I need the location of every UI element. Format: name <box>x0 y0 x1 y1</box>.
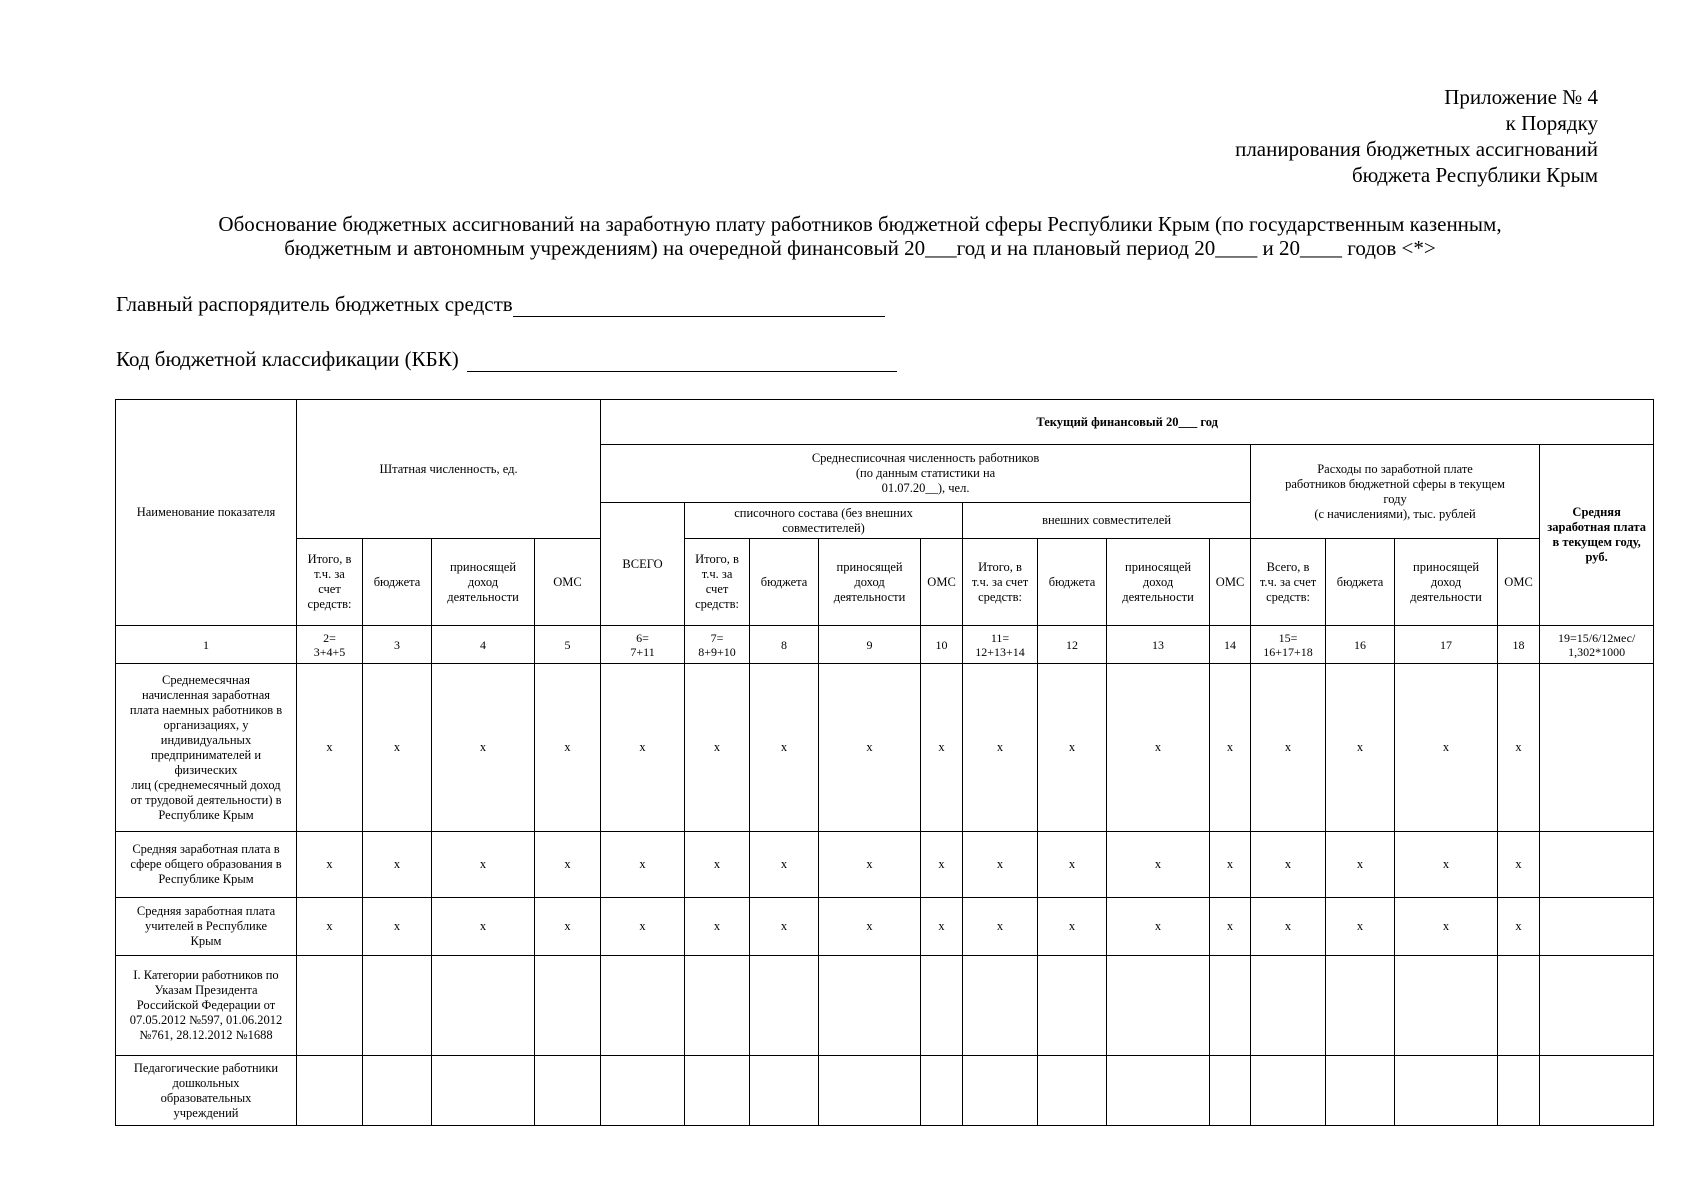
salary-table <box>115 399 1654 1126</box>
table-cell: x <box>1210 664 1251 832</box>
table-cell[interactable] <box>685 956 750 1056</box>
table-cell[interactable] <box>1326 956 1395 1056</box>
table-cell[interactable] <box>921 956 963 1056</box>
table-cell[interactable] <box>1395 956 1498 1056</box>
column-number: 10 <box>921 626 963 664</box>
table-cell: x <box>1038 664 1107 832</box>
appendix-header <box>1235 84 1598 188</box>
column-number: 16 <box>1326 626 1395 664</box>
column-number: 19=15/6/12мес/ 1,302*1000 <box>1540 626 1654 664</box>
table-cell: x <box>1038 832 1107 898</box>
table-cell[interactable] <box>1210 956 1251 1056</box>
header-ext-col-4: ОМС <box>1210 539 1251 626</box>
table-cell[interactable] <box>535 956 601 1056</box>
row-label: Среднемесячная начисленная заработная плата наемных работников в организациях, у индивидуальных предпринимателей и физических лиц (среднемесячный доход от трудовой деятельности) в Республике Крым <box>116 664 297 832</box>
header-ext-col-3: приносящей доход деятельности <box>1107 539 1210 626</box>
manager-field <box>116 292 885 317</box>
table-cell: x <box>432 898 535 956</box>
header-external: внешних совместителей <box>963 503 1251 539</box>
header-current-year: Текущий финансовый 20___ год <box>601 400 1654 445</box>
header-list-col-1: Итого, в т.ч. за счет средств: <box>685 539 750 626</box>
title-line: бюджетным и автономным учреждениям) на очередной финансовый 20___год и на плановый период 20____ и 20____ годов <*> <box>284 236 1436 260</box>
table-cell[interactable] <box>819 956 921 1056</box>
column-number: 5 <box>535 626 601 664</box>
table-cell: x <box>921 832 963 898</box>
table-cell: x <box>601 898 685 956</box>
table-cell[interactable] <box>535 1056 601 1126</box>
table-row <box>116 664 1654 832</box>
header-ext-col-1: Итого, в т.ч. за счет средств: <box>963 539 1038 626</box>
table-cell: x <box>432 664 535 832</box>
table-cell: x <box>1498 832 1540 898</box>
table-cell: x <box>1498 664 1540 832</box>
table-cell: x <box>363 664 432 832</box>
kbk-field <box>116 347 897 372</box>
table-cell[interactable] <box>432 956 535 1056</box>
column-number: 1 <box>116 626 297 664</box>
table-cell: x <box>535 664 601 832</box>
header-avg-salary: Средняя заработная плата в текущем году, руб. <box>1540 445 1654 626</box>
column-number: 11= 12+13+14 <box>963 626 1038 664</box>
column-number: 4 <box>432 626 535 664</box>
table-row <box>116 898 1654 956</box>
table-cell[interactable] <box>1540 898 1654 956</box>
table-cell: x <box>750 832 819 898</box>
appendix-line: Приложение № 4 <box>1444 85 1598 109</box>
table-cell: x <box>1251 832 1326 898</box>
table-cell[interactable] <box>1210 1056 1251 1126</box>
table-cell[interactable] <box>963 956 1038 1056</box>
table-cell: x <box>963 832 1038 898</box>
column-number: 14 <box>1210 626 1251 664</box>
table-cell[interactable] <box>432 1056 535 1126</box>
table-cell[interactable] <box>1395 1056 1498 1126</box>
table-cell[interactable] <box>363 956 432 1056</box>
column-number: 2= 3+4+5 <box>297 626 363 664</box>
appendix-line: к Порядку <box>1505 111 1598 135</box>
table-row <box>116 832 1654 898</box>
table-cell: x <box>819 664 921 832</box>
column-number: 17 <box>1395 626 1498 664</box>
table-cell: x <box>750 898 819 956</box>
table-cell[interactable] <box>963 1056 1038 1126</box>
table-cell[interactable] <box>819 1056 921 1126</box>
table-cell: x <box>685 832 750 898</box>
header-list-staff: списочного состава (без внешних совместителей) <box>685 503 963 539</box>
table-cell[interactable] <box>685 1056 750 1126</box>
table-cell[interactable] <box>1038 956 1107 1056</box>
header-ext-col-2: бюджета <box>1038 539 1107 626</box>
table-cell[interactable] <box>1107 1056 1210 1126</box>
table-cell[interactable] <box>1540 956 1654 1056</box>
table-cell[interactable] <box>750 1056 819 1126</box>
table-cell: x <box>363 832 432 898</box>
table-cell: x <box>819 898 921 956</box>
row-label: Средняя заработная плата в сфере общего образования в Республике Крым <box>116 832 297 898</box>
table-cell: x <box>535 832 601 898</box>
header-staff-count: Штатная численность, ед. <box>297 400 601 539</box>
table-cell: x <box>297 898 363 956</box>
header-indicator-name: Наименование показателя <box>116 400 297 626</box>
table-cell: x <box>1326 832 1395 898</box>
header-exp-col-2: бюджета <box>1326 539 1395 626</box>
column-number: 7= 8+9+10 <box>685 626 750 664</box>
manager-label: Главный распорядитель бюджетных средств <box>116 292 513 316</box>
header-staff-col-3: приносящей доход деятельности <box>432 539 535 626</box>
table-cell[interactable] <box>1038 1056 1107 1126</box>
table-cell: x <box>297 664 363 832</box>
header-exp-col-1: Всего, в т.ч. за счет средств: <box>1251 539 1326 626</box>
table-cell: x <box>601 832 685 898</box>
appendix-line: планирования бюджетных ассигнований <box>1235 137 1598 161</box>
table-cell: x <box>1395 664 1498 832</box>
table-cell[interactable] <box>750 956 819 1056</box>
header-expenses: Расходы по заработной плате работников бюджетной сферы в текущем году (с начислениями), тыс. рублей <box>1251 445 1540 539</box>
table-cell: x <box>685 898 750 956</box>
table-cell: x <box>1395 832 1498 898</box>
table-cell: x <box>601 664 685 832</box>
column-number: 6= 7+11 <box>601 626 685 664</box>
table-cell: x <box>963 898 1038 956</box>
table-cell: x <box>1107 664 1210 832</box>
table-cell[interactable] <box>1107 956 1210 1056</box>
table-cell[interactable] <box>1326 1056 1395 1126</box>
table-cell[interactable] <box>601 956 685 1056</box>
table-cell: x <box>1395 898 1498 956</box>
kbk-label: Код бюджетной классификации (КБК) <box>116 347 459 371</box>
column-number: 18 <box>1498 626 1540 664</box>
column-number: 15= 16+17+18 <box>1251 626 1326 664</box>
table-cell: x <box>1498 898 1540 956</box>
row-label: I. Категории работников по Указам Президента Российской Федерации от 07.05.2012 №597, 01.06.2012 №761, 28.12.2012 №1688 <box>116 956 297 1056</box>
table-cell: x <box>297 832 363 898</box>
column-number: 8 <box>750 626 819 664</box>
table-cell[interactable] <box>1540 664 1654 832</box>
table-cell: x <box>1107 898 1210 956</box>
table-cell[interactable] <box>601 1056 685 1126</box>
table-cell[interactable] <box>297 956 363 1056</box>
appendix-line: бюджета Республики Крым <box>1351 163 1598 187</box>
column-number: 13 <box>1107 626 1210 664</box>
table-cell[interactable] <box>921 1056 963 1126</box>
table-cell[interactable] <box>1540 832 1654 898</box>
table-cell: x <box>1326 898 1395 956</box>
table-cell: x <box>363 898 432 956</box>
title-line: Обоснование бюджетных ассигнований на заработную плату работников бюджетной сферы Республики Крым (по государственным казенным, <box>218 212 1502 236</box>
table-cell[interactable] <box>1498 1056 1540 1126</box>
table-cell: x <box>685 664 750 832</box>
table-cell: x <box>921 664 963 832</box>
table-cell: x <box>1210 832 1251 898</box>
row-label: Средняя заработная плата учителей в Республике Крым <box>116 898 297 956</box>
header-list-col-2: бюджета <box>750 539 819 626</box>
table-cell: x <box>1210 898 1251 956</box>
table-cell: x <box>963 664 1038 832</box>
header-exp-col-3: приносящей доход деятельности <box>1395 539 1498 626</box>
table-cell[interactable] <box>1251 1056 1326 1126</box>
table-cell: x <box>1038 898 1107 956</box>
table-row <box>116 956 1654 1056</box>
document-title <box>110 212 1610 260</box>
header-exp-col-4: ОМС <box>1498 539 1540 626</box>
kbk-blank[interactable] <box>467 351 897 372</box>
table-cell: x <box>432 832 535 898</box>
table-cell: x <box>921 898 963 956</box>
table-cell: x <box>1251 664 1326 832</box>
table-cell: x <box>750 664 819 832</box>
manager-blank[interactable] <box>513 296 885 317</box>
header-staff-col-4: ОМС <box>535 539 601 626</box>
column-number: 9 <box>819 626 921 664</box>
table-cell[interactable] <box>1498 956 1540 1056</box>
header-staff-col-2: бюджета <box>363 539 432 626</box>
table-cell[interactable] <box>1540 1056 1654 1126</box>
table-row <box>116 1056 1654 1126</box>
table-cell[interactable] <box>297 1056 363 1126</box>
header-staff-col-1: Итого, в т.ч. за счет средств: <box>297 539 363 626</box>
table-cell: x <box>535 898 601 956</box>
table-cell[interactable] <box>1251 956 1326 1056</box>
row-label: Педагогические работники дошкольных образовательных учреждений <box>116 1056 297 1126</box>
header-total-all: ВСЕГО <box>601 503 685 626</box>
table-cell: x <box>819 832 921 898</box>
column-number: 3 <box>363 626 432 664</box>
column-number: 12 <box>1038 626 1107 664</box>
header-list-col-4: ОМС <box>921 539 963 626</box>
table-cell[interactable] <box>363 1056 432 1126</box>
header-avg-count: Среднесписочная численность работников (по данным статистики на 01.07.20__), чел. <box>601 445 1251 503</box>
header-list-col-3: приносящей доход деятельности <box>819 539 921 626</box>
table-cell: x <box>1326 664 1395 832</box>
table-cell: x <box>1251 898 1326 956</box>
table-cell: x <box>1107 832 1210 898</box>
